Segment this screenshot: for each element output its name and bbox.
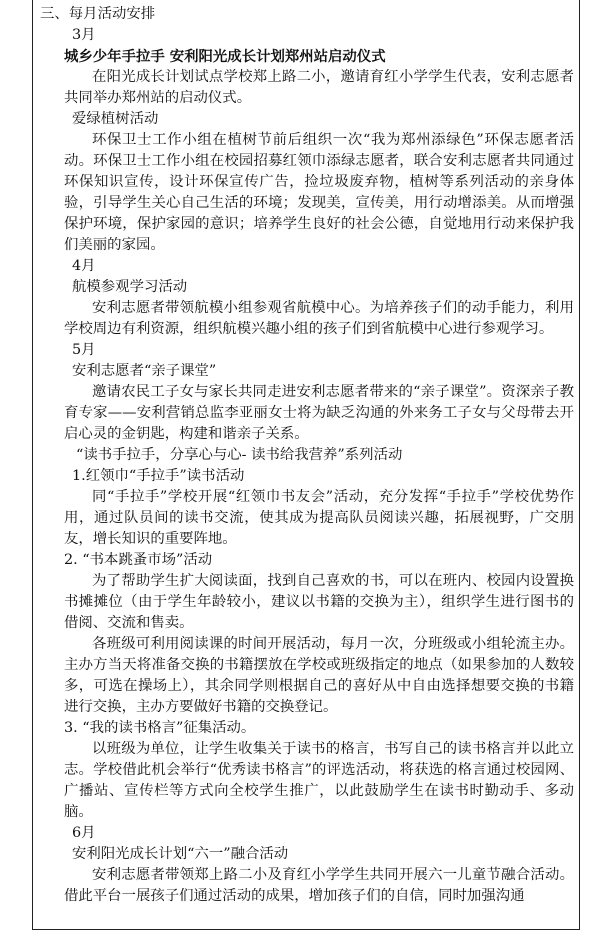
activity-title: 安利阳光成长计划“六一”融合活动 [72,846,289,862]
sub-activity-title: 3. “我的读书格言”征集活动。 [64,720,256,736]
activity-text: 邀请农民工子女与家长共同走进安利志愿者带来的“亲子课堂”。资深亲子教育专家——安利营销总监李亚丽女士将为缺乏沟通的外来务工子女与父母带去开启心灵的金钥匙，构建和谐亲子关系。 [64,384,574,442]
sub-activity-title: 2. “书本跳蚤市场”活动 [64,552,213,568]
sub-activity-text: 各班级可利用阅读课的时间开展活动，每月一次，分班级或小组轮流主办。主办方当天将准备交换的书籍摆放在学校或班级指定的地点（如果参加的人数较多，可选在操场上），其余同学则根据自己的喜好从中自由选择想要交换的书籍进行交换，主办方要做好书籍的交换登记。 [64,636,574,715]
activity-title: 城乡少年手拉手 安利阳光成长计划郑州站启动仪式 [64,48,386,65]
sub-activity-title: 1.红领巾“手拉手”读书活动 [72,468,245,484]
month-heading-may: 5月 [72,342,96,358]
section-title: 三、每月活动安排 [40,6,156,22]
activity-title: 航模参观学习活动 [72,279,188,295]
sub-activity-text: 以班级为单位，让学生收集关于读书的格言，书写自己的读书格言并以此立志。学校借此机会举行“优秀读书格言”的评选活动，将获选的格言通过校园网、广播站、宣传栏等方式向全校学生推广，以此鼓励学生在读书时勤动手、多动脑。 [64,741,574,820]
series-title: “读书手拉手，分享心与心- 读书给我营养”系列活动 [76,447,403,463]
activity-text: 安利志愿者带领航模小组参观省航模中心。为培养孩子们的动手能力，利用学校周边有利资源，组织航模兴趣小组的孩子们到省航模中心进行参观学习。 [64,300,574,337]
activity-text: 安利志愿者带领郑上路二小及育红小学学生共同开展六一儿童节融合活动。借此平台一展孩子们通过活动的成果，增加孩子们的自信，同时加强沟通 [64,867,574,904]
month-heading-june: 6月 [72,825,96,841]
month-heading-march: 3月 [72,27,96,43]
activity-title: 爱绿植树活动 [72,111,159,127]
activity-title: 安利志愿者“亲子课堂” [72,363,217,379]
document-body [40,4,574,907]
sub-activity-text: 同“手拉手”学校开展“红领巾书友会”活动，充分发挥“手拉手”学校优势作用，通过队员间的读书交流，使其成为提高队员阅读兴趣，拓展视野，广交朋友，增长知识的重要阵地。 [64,489,574,547]
sub-activity-text: 为了帮助学生扩大阅读面，找到自己喜欢的书，可以在班内、校园内设置换书摊摊位（由于学生年龄较小，建议以书籍的交换为主），组织学生进行图书的借阅、交流和售卖。 [64,573,574,631]
activity-text: 在阳光成长计划试点学校郑上路二小，邀请育红小学学生代表，安利志愿者共同举办郑州站的启动仪式。 [64,69,574,106]
activity-text: 环保卫士工作小组在植树节前后组织一次“我为郑州添绿色”环保志愿者活动。环保卫士工作小组在校园招募红领巾添绿志愿者，联合安利志愿者共同通过环保知识宣传，设计环保宣传广告，捡垃圾废弃物，植树等系列活动的亲身体验，引导学生关心自己生活的环境；发现美，宣传美，用行动增添美。从而增强保护环境，保护家园的意识；培养学生良好的社会公德，自觉地用行动来保护我们美丽的家园。 [64,132,574,253]
month-heading-april: 4月 [72,258,96,274]
